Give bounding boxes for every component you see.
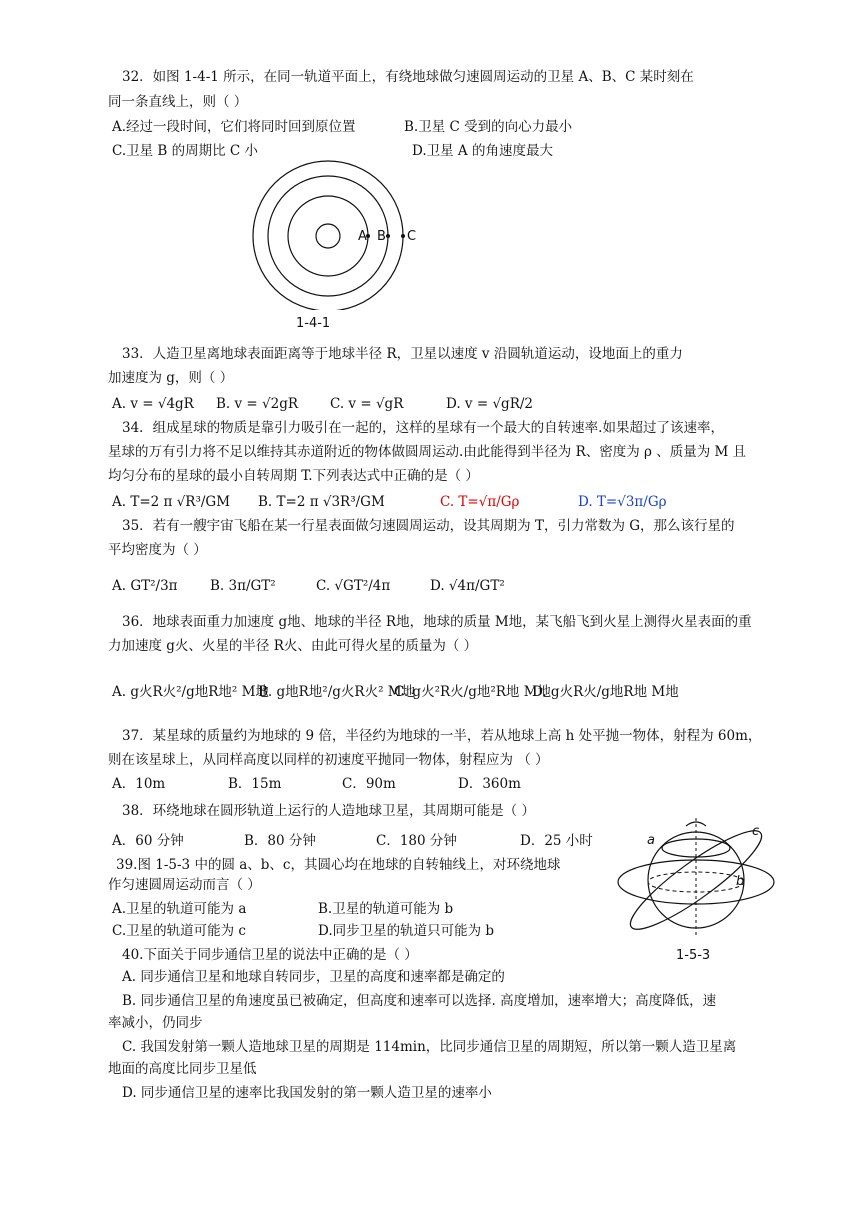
satellite-c-dot [401, 234, 405, 238]
q37-option-a: A．10m [112, 776, 166, 792]
q34-option-c: C. T=√π/Gρ [440, 494, 520, 510]
q33-option-a: A. v = √4gR [112, 396, 194, 412]
q39-option-a: A.卫星的轨道可能为 a [112, 901, 247, 917]
figure-caption-1-4-1: 1-4-1 [296, 316, 331, 331]
figure-1-5-3 [614, 798, 790, 938]
q34-option-b: B. T=2 π √3R³/GM [258, 494, 385, 510]
q33-option-d: D. v = √gR/2 [446, 396, 533, 412]
q33-option-c: C. v = √gR [330, 396, 404, 412]
q39-option-c: C.卫星的轨道可能为 c [112, 923, 246, 939]
label-orbit-c: c [752, 824, 760, 839]
q33-option-b: B. v = √2gR [216, 396, 299, 412]
q34-option-a: A. T=2 π √R³/GM [112, 494, 231, 510]
q35-option-a: A. GT²/3π [112, 578, 178, 594]
q33-stem-line1: 33．人造卫星离地球表面距离等于地球半径 R，卫星以速度 v 沿圆轨道运动，设地面上的重力 [122, 346, 683, 362]
figure-1-4-1 [250, 160, 420, 310]
q34-stem-line2: 星球的万有引力将不足以维持其赤道附近的物体做圆周运动.由此能得到半径为 R、密度为 ρ 、质量为 M 且 [108, 444, 747, 460]
q38-option-b: B．80 分钟 [244, 833, 316, 849]
label-b: B [377, 229, 386, 244]
q40-option-a: A. 同步通信卫星和地球自转同步，卫星的高度和速率都是确定的 [122, 969, 505, 985]
q37-stem-line1: 37．某星球的质量约为地球的 9 倍，半径约为地球的一半，若从地球上高 h 处平抛一物体，射程为 60m， [122, 728, 762, 744]
q35-option-d: D. √4π/GT² [430, 578, 505, 594]
q36-stem-line2: 力加速度 g火、火星的半径 R火、由此可得火星的质量为（ ） [108, 638, 478, 654]
q34-option-d: D. T=√3π/Gρ [578, 494, 667, 510]
q40-option-d: D. 同步通信卫星的速率比我国发射的第一颗人造卫星的速率小 [122, 1085, 492, 1101]
q32-option-d: D.卫星 A 的角速度最大 [412, 143, 553, 159]
q35-stem-line1: 35．若有一艘宇宙飞船在某一行星表面做匀速圆周运动，设其周期为 T，引力常数为 G，那么该行星的 [122, 518, 735, 534]
q40-option-b-line1: B. 同步通信卫星的角速度虽已被确定，但高度和速率可以选择. 高度增加，速率增大；高度降低，速 [122, 993, 717, 1009]
q32-stem-line1: 32．如图 1-4-1 所示，在同一轨道平面上，有绕地球做匀速圆周运动的卫星 A、B、C 某时刻在 [122, 69, 694, 85]
q32-option-c: C.卫星 B 的周期比 C 小 [112, 143, 259, 159]
label-c: C [407, 229, 417, 244]
q39-option-d: D.同步卫星的轨道只可能为 b [318, 923, 495, 939]
q40-stem-line1: 40.下面关于同步通信卫星的说法中正确的是（ ） [122, 947, 418, 963]
q38-stem-line1: 38．环绕地球在圆形轨道上运行的人造地球卫星，其周期可能是（ ） [122, 803, 535, 819]
q32-option-a: A.经过一段时间，它们将同时回到原位置 [112, 119, 356, 135]
q38-option-a: A．60 分钟 [112, 833, 184, 849]
q37-option-d: D．360m [458, 776, 521, 792]
q39-option-b: B.卫星的轨道可能为 b [318, 901, 454, 917]
q38-option-d: D．25 小时 [520, 833, 593, 849]
q38-option-c: C．180 分钟 [376, 833, 457, 849]
q34-stem-line3: 均匀分布的星球的最小自转周期 T.下列表达式中正确的是（ ） [108, 468, 479, 484]
label-a: A [358, 229, 367, 244]
q39-stem-line1: 39.图 1-5-3 中的圆 a、b、c，其圆心均在地球的自转轴线上，对环绕地球 [116, 857, 561, 873]
q37-option-b: B．15m [228, 776, 282, 792]
q36-option-a: A. g火R火²/g地R地² M地 [112, 684, 269, 700]
q40-option-c-line1: C. 我国发射第一颗人造地球卫星的周期是 114min，比同步通信卫星的周期短，所以第一颗人造卫星离 [122, 1039, 737, 1055]
earth-circle [316, 224, 340, 248]
q39-stem-line2: 作匀速圆周运动而言（ ） [108, 877, 261, 893]
orbit-a [288, 196, 368, 276]
q36-option-d: D. g火R火/g地R地 M地 [532, 684, 679, 700]
q36-option-b: B. g地R地²/g火R火² M地 [258, 684, 416, 700]
q40-option-c-line2: 地面的高度比同步卫星低 [108, 1061, 257, 1077]
q40-option-b-line2: 率减小，仍同步 [108, 1015, 203, 1031]
q34-stem-line1: 34．组成星球的物质是靠引力吸引在一起的，这样的星球有一个最大的自转速率.如果超过了该速率， [122, 420, 724, 436]
label-orbit-b: b [736, 874, 745, 889]
label-orbit-a: a [647, 833, 655, 848]
q37-stem-line2: 则在该星球上，从同样高度以同样的初速度平抛同一物体，射程应为 （ ） [108, 752, 549, 768]
q36-stem-line1: 36．地球表面重力加速度 g地、地球的半径 R地，地球的质量 M地，某飞船飞到火星上测得火星表面的重 [122, 614, 752, 630]
q37-option-c: C．90m [342, 776, 396, 792]
q33-stem-line2: 加速度为 g，则（ ） [108, 370, 234, 386]
q35-stem-line2: 平均密度为（ ） [108, 542, 207, 558]
q32-stem-line2: 同一条直线上，则（ ） [108, 94, 248, 110]
q35-option-c: C. √GT²/4π [316, 578, 391, 594]
satellite-b-dot [386, 234, 390, 238]
q32-option-b: B.卫星 C 受到的向心力最小 [404, 119, 573, 135]
q35-option-b: B. 3π/GT² [210, 578, 276, 594]
figure-caption-1-5-3: 1-5-3 [676, 948, 711, 963]
q36-option-c: C. g火²R火/g地²R地 M地 [394, 684, 552, 700]
